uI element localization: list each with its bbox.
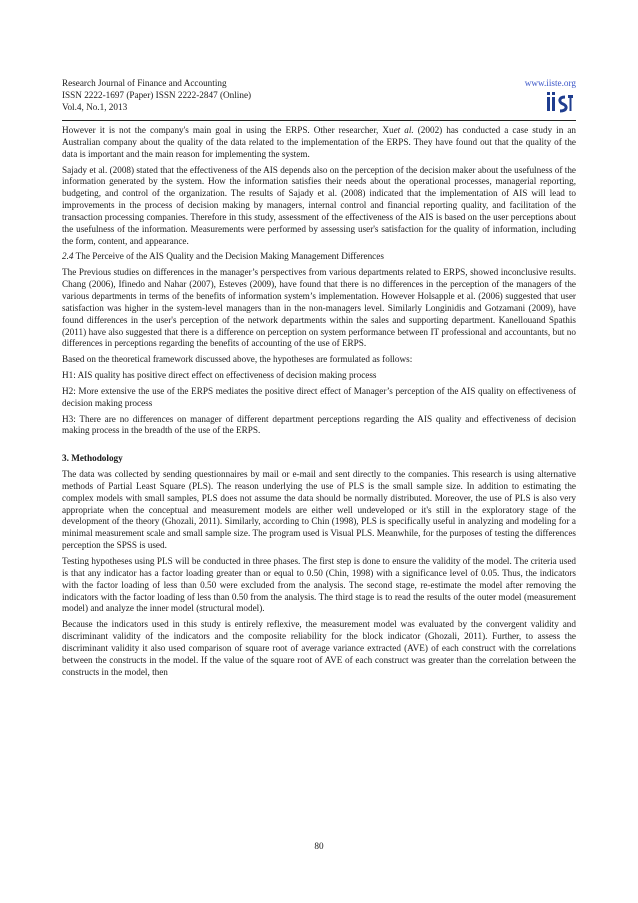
article-body — [62, 125, 576, 678]
hypothesis-h2: H2: More extensive the use of the ERPS mediates the positive direct effect of Manager’s perception of the AIS quality on effectiveness of decision making process — [62, 385, 576, 408]
hypothesis-h1: H1: AIS quality has positive direct effect on effectiveness of decision making process — [62, 370, 377, 381]
journal-volume: Vol.4, No.1, 2013 — [62, 101, 128, 112]
paragraph: Testing hypotheses using PLS will be conducted in three phases. The first step is done to ensure the validity of the model. The criteria used is that any indicator has a factor loading greater than or equal to 0.50 (Chin, 1998) with a significance level of 0.05. Thus, the indicators with the factor loading of less than 0.50 were excluded from the analysis. The second stage, re-estimate the model after removing the indicators with the factor loading of less than 0.50 from the analysis. The third stage is to read the results of the outer model (measurement model) and analyze the inner model (structural model). — [62, 556, 576, 614]
iiste-logo — [546, 91, 574, 115]
journal-title: Research Journal of Finance and Accounting — [62, 78, 227, 88]
page-number: 80 — [314, 841, 324, 851]
paragraph: Based on the theoretical framework discussed above, the hypotheses are formulated as follows: — [62, 354, 413, 365]
paragraph: However it is not the company's main goal in using the ERPS. Other researcher, Xuet al. (2002) has conducted a case study in an Australian company about the quality of the data related to the implementation of the ERPS. They have found out that the quality of the data is important and the main reason for implementing the system. — [62, 125, 576, 159]
journal-issn: ISSN 2222-1697 (Paper) ISSN 2222-2847 (Online) — [62, 89, 252, 100]
paragraph: The Previous studies on differences in the manager’s perspectives from various departments related to ERPS, showed inconclusive results. Chang (2006), Ifinedo and Nahar (2007), Esteves (2009), have found that there is no differences in the perception of the managers of the various departments in terms of the benefits of information system’s implementation. However Holsapple et al. (2006) suggested that user satisfaction was higher in the system-level managers than in the non-managers level. Similarly Longinidis and Gotzamani (2009), have found differences in the user's perception of the network departments within the sales and supporting department. Kanellouand Spathis (2011) have also suggested that there is a difference on perception on system performance between IT professional and accountants, but no differences in perceptions regarding the benefits of accounting of the use of ERPS. — [62, 267, 576, 349]
journal-header — [62, 78, 576, 118]
section-title: The Perceive of the AIS Quality and the Decision Making Management Differences — [75, 251, 384, 262]
paragraph: The data was collected by sending questionnaires by mail or e-mail and sent directly to the companies. This research is using alternative methods of Partial Least Square (PLS). The reason underlying the use of PLS is the small sample size. In addition to estimating the complex models with small samples, PLS does not assume the data should be normally distributed. Moreover, the use of PLS is also very appropriate when the conceptual and measurement models are either well undeveloped or it's still in the exploratory stage of the development of the theory (Ghozali, 2011). Similarly, according to Chin (1998), PLS is specifically useful in analyzing and modeling for a minimal measurement scale and small sample size. The program used is Visual PLS. Meanwhile, for the purposes of testing the differences perception the SPSS is used. — [62, 469, 576, 551]
journal-url-link[interactable]: www.iiste.org — [524, 78, 576, 88]
section-number: 2.4 — [62, 251, 74, 262]
paragraph: Sajady et al. (2008) stated that the effectiveness of the AIS depends also on the perception of the decision maker about the usefulness of the information generated by the system. How the information satisfies their needs about the operational processes, managerial reporting, budgeting, and control of the organization. The results of Sajady et al. (2008) indicated that the implementation of AIS will lead to improvements in the process of decision making by managers, internal control and financial reporting quality, and facilitation of the transaction processing companies. Therefore in this study, assessment of the effectiveness of the AIS is based on the user perceptions about the usefulness of the information. Measurements were performed by assessing user's satisfaction for the quality of information, including the form, content, and appearance. — [62, 164, 576, 246]
hypothesis-h3: H3: There are no differences on manager of different department perceptions regarding the AIS quality and effectiveness of decision making process in the breadth of the use of the ERPS. — [62, 413, 576, 436]
page — [62, 78, 576, 682]
header-rule — [62, 120, 576, 121]
section-heading-methodology: 3. Methodology — [62, 453, 123, 464]
paragraph: Because the indicators used in this study is entirely reflexive, the measurement model was evaluated by the convergent validity and discriminant validity of the indicators and the composite reliability for the block indicator (Ghozali, 2011). Further, to assess the discriminant validity it also used comparison of square root of average variance extracted (AVE) of each construct with the correlations between the constructs in the model. If the value of the square root of AVE of each construct was greater than the correlation between the constructs in the model, then — [62, 619, 576, 677]
section-heading-2-4 — [62, 251, 576, 263]
